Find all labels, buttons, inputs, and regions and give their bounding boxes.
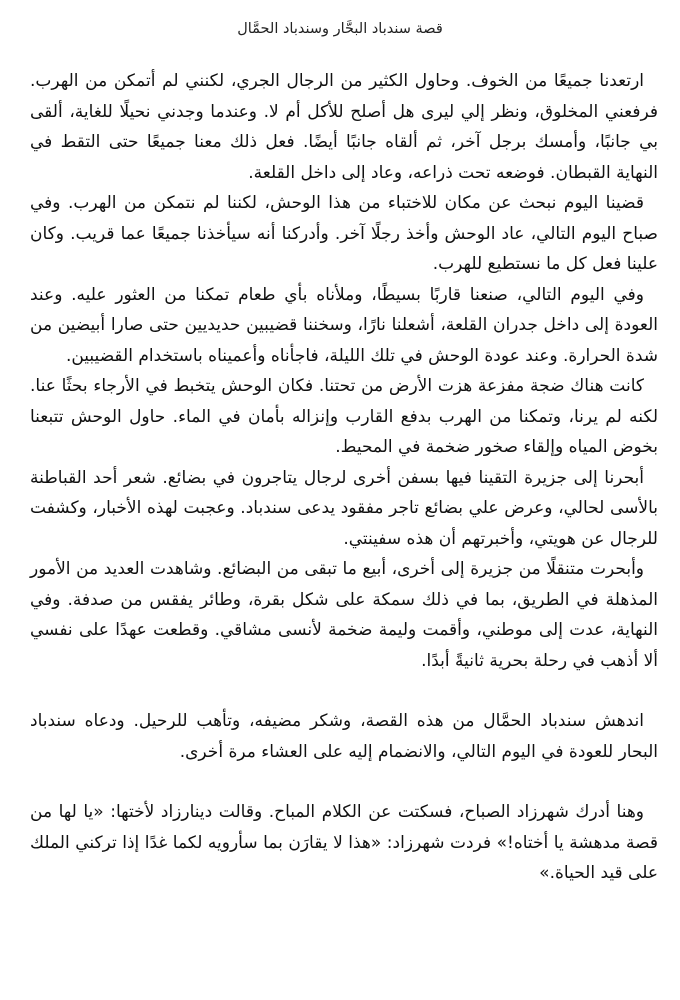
paragraph: اندهش سندباد الحمَّال من هذه القصة، وشكر مضيفه، وتأهب للرحيل. ودعاه سندباد البحار للعودة في اليوم التالي، والانضمام إليه على العشاء مرة أخرى.	[30, 711, 658, 762]
running-header-title: قصة سندباد البحَّار وسندباد الحمَّال	[237, 21, 443, 37]
story-body	[30, 66, 658, 889]
paragraph: وهنا أدرك شهرزاد الصباح، فسكتت عن الكلام المباح. وقالت دينارزاد لأختها: «يا لها من قصة مدهشة يا أختاه!» فردت شهرزاد: «هذا لا يقارَن بما سأرويه لكما غدًا إذا تركني الملك على قيد الحياة.»	[30, 802, 658, 883]
paragraph: قضينا اليوم نبحث عن مكان للاختباء من هذا الوحش، لكننا لم نتمكن من الهرب. وفي صباح اليوم التالي، عاد الوحش وأخذ رجلًا آخر. وأدركنا أنه سيأخذنا جميعًا عما قريب. وكان علينا فعل كل ما نستطيع للهرب.	[30, 193, 658, 274]
paragraph: وفي اليوم التالي، صنعنا قاربًا بسيطًا، وملأناه بأي طعام تمكنا من العثور عليه. وعند العودة إلى داخل جدران القلعة، أشعلنا نارًا، وسخننا قضيبين حديديين حتى صارا أبيضين من شدة الحرارة. وعند عودة الوحش في تلك الليلة، فاجأناه وأعميناه باستخدام القضيبين.	[30, 284, 658, 366]
paragraph: كانت هناك ضجة مفزعة هزت الأرض من تحتنا. فكان الوحش يتخبط في الأرجاء بحثًا عنا. لكنه لم يرنا، وتمكنا من الهرب بدفع القارب وإنزاله بأمان في الماء. حاول الوحش تتبعنا بخوض المياه وإلقاء صخور ضخمة في المحيط.	[30, 376, 658, 457]
paragraph: وأبحرت متنقلًا من جزيرة إلى أخرى، أبيع ما تبقى من البضائع. وشاهدت العديد من الأمور المذهلة في الطريق، بما في ذلك سمكة على شكل بقرة، وطائر يفقس من صدفة. وفي النهاية، عدت إلى موطني، وأقمت وليمة ضخمة لأنسى مشاقي. وقطعت عهدًا على نفسي ألا أذهب في رحلة بحرية ثانيةً أبدًا.	[30, 559, 658, 671]
paragraph: أبحرنا إلى جزيرة التقينا فيها بسفن أخرى لرجال يتاجرون في بضائع. شعر أحد القباطنة بالأسى لحالي، وعرض علي بضائع تاجر مفقود يدعى سندباد. وعجبت لهذه الأخبار، وكشفت للرجال عن هويتي، وأخبرتهم أن هذه سفينتي.	[30, 467, 658, 549]
paragraph: ارتعدنا جميعًا من الخوف. وحاول الكثير من الرجال الجري، لكنني لم أتمكن من الهرب. فرفعني المخلوق، ونظر إلي ليرى هل أصلح للأكل أم لا. وعندما وجدني نحيلًا للغاية، ألقى بي جانبًا، وأمسك برجل آخر، ثم ألقاه جانبًا أيضًا. فعل ذلك معنا جميعًا حتى التقط في النهاية القبطان. فوضعه تحت ذراعه، وعاد إلى داخل القلعة.	[30, 71, 658, 183]
